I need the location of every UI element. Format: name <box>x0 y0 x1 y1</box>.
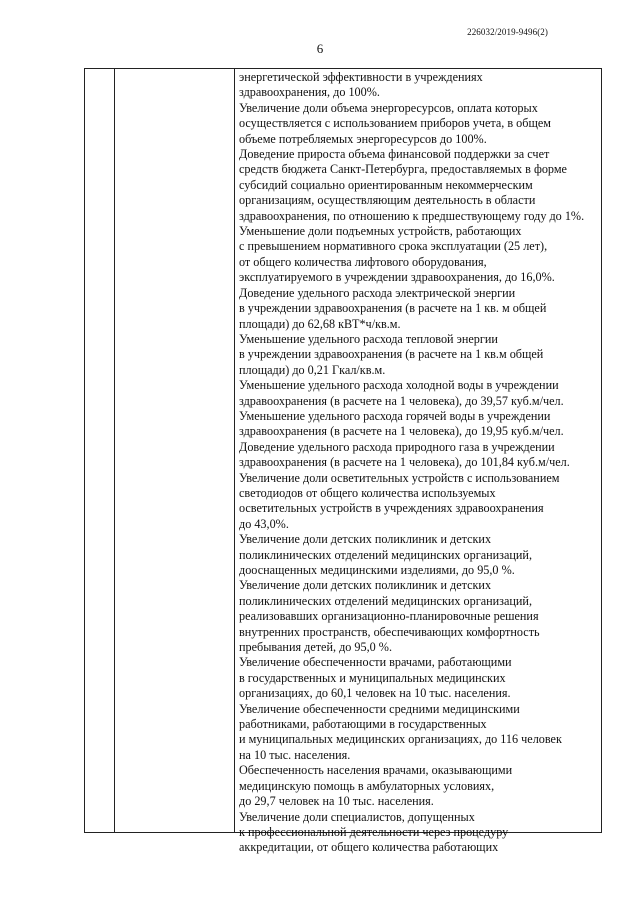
text-line: внутренних пространств, обеспечивающих комфортность <box>239 624 540 639</box>
text-line: эксплуатируемого в учреждении здравоохранения, до 16,0%. <box>239 270 555 285</box>
text-line: организациям, осуществляющим деятельность в области <box>239 193 536 208</box>
text-line: Доведение удельного расхода природного газа в учреждении <box>239 439 555 454</box>
document-id: 226032/2019-9496(2) <box>467 27 548 37</box>
text-line: Увеличение обеспеченности средними медицинскими <box>239 701 520 716</box>
text-line: здравоохранения (в расчете на 1 человека), до 19,95 куб.м/чел. <box>239 424 564 439</box>
text-line: Доведение удельного расхода электрической энергии <box>239 285 516 300</box>
text-line: Уменьшение удельного расхода холодной воды в учреждении <box>239 378 559 393</box>
table-border-left <box>84 68 85 833</box>
table-cell-goals <box>239 70 599 856</box>
text-line: дооснащенных медицинскими изделиями, до 95,0 %. <box>239 563 515 577</box>
text-line: на 10 тыс. населения. <box>239 747 351 762</box>
text-line: с превышением нормативного срока эксплуатации (25 лет), <box>239 239 548 254</box>
text-line: Увеличение доли осветительных устройств с использованием <box>239 470 560 485</box>
text-line: здравоохранения, до 100%. <box>239 85 380 100</box>
text-line: Увеличение доли объема энергоресурсов, оплата которых <box>239 100 538 115</box>
text-line: организациях, до 60,1 человек на 10 тыс. населения. <box>239 686 511 701</box>
text-line: осветительных устройств в учреждениях здравоохранения <box>239 501 544 516</box>
text-line: площади) до 0,21 Гкал/кв.м. <box>239 362 386 377</box>
text-line: здравоохранения (в расчете на 1 человека), до 101,84 куб.м/чел. <box>239 455 570 470</box>
text-line: до 43,0%. <box>239 516 289 531</box>
table-column-divider-1 <box>114 68 115 833</box>
text-line: медицинскую помощь в амбулаторных условиях, <box>239 778 495 793</box>
text-line: Увеличение доли детских поликлиник и детских <box>239 532 492 547</box>
text-line: средств бюджета Санкт-Петербурга, предоставляемых в форме <box>239 162 567 177</box>
text-line: Уменьшение доли подъемных устройств, работающих <box>239 224 522 239</box>
text-line: работниками, работающими в государственных <box>239 717 487 732</box>
text-line: площади) до 62,68 кВТ*ч/кв.м. <box>239 316 401 331</box>
text-line: субсидий социально ориентированным некоммерческим <box>239 177 533 192</box>
text-line: энергетической эффективности в учреждениях <box>239 70 483 84</box>
page-number: 6 <box>316 41 324 56</box>
text-line: к профессиональной деятельности через процедуру <box>239 824 509 839</box>
text-line: Доведение прироста объема финансовой поддержки за счет <box>239 147 550 162</box>
text-line: и муниципальных медицинских организациях, до 116 человек <box>239 732 562 747</box>
text-line: поликлинических отделений медицинских организаций, <box>239 547 532 562</box>
text-line: в государственных и муниципальных медицинских <box>239 670 506 685</box>
text-line: от общего количества лифтового оборудования, <box>239 254 487 269</box>
text-line: пребывания детей, до 95,0 %. <box>239 640 392 655</box>
text-line: объеме потребляемых энергоресурсов до 100%. <box>239 131 487 146</box>
text-line: поликлинических отделений медицинских организаций, <box>239 593 532 608</box>
text-line: Уменьшение удельного расхода тепловой энергии <box>239 331 498 346</box>
text-line: Уменьшение удельного расхода горячей воды в учреждении <box>239 408 551 423</box>
text-line: осуществляется с использованием приборов учета, в общем <box>239 116 551 131</box>
text-line: светодиодов от общего количества используемых <box>239 485 496 500</box>
text-line: здравоохранения (в расчете на 1 человека), до 39,57 куб.м/чел. <box>239 393 564 408</box>
text-line: здравоохранения, по отношению к предшествующему году до 1%. <box>239 208 585 223</box>
text-line: Обеспеченность населения врачами, оказывающими <box>239 763 513 778</box>
text-line: до 29,7 человек на 10 тыс. населения. <box>239 794 434 809</box>
text-line: Увеличение доли детских поликлиник и детских <box>239 578 492 593</box>
text-line: реализовавших организационно-планировочные решения <box>239 609 539 624</box>
table-column-divider-2 <box>234 68 235 833</box>
table-border-right <box>601 68 602 833</box>
text-line: аккредитации, от общего количества работающих <box>239 840 499 855</box>
text-line: Увеличение обеспеченности врачами, работающими <box>239 655 512 670</box>
text-line: в учреждении здравоохранения (в расчете на 1 кв. м общей <box>239 301 547 316</box>
text-line: в учреждении здравоохранения (в расчете на 1 кв.м общей <box>239 347 544 362</box>
text-line: Увеличение доли специалистов, допущенных <box>239 809 475 824</box>
